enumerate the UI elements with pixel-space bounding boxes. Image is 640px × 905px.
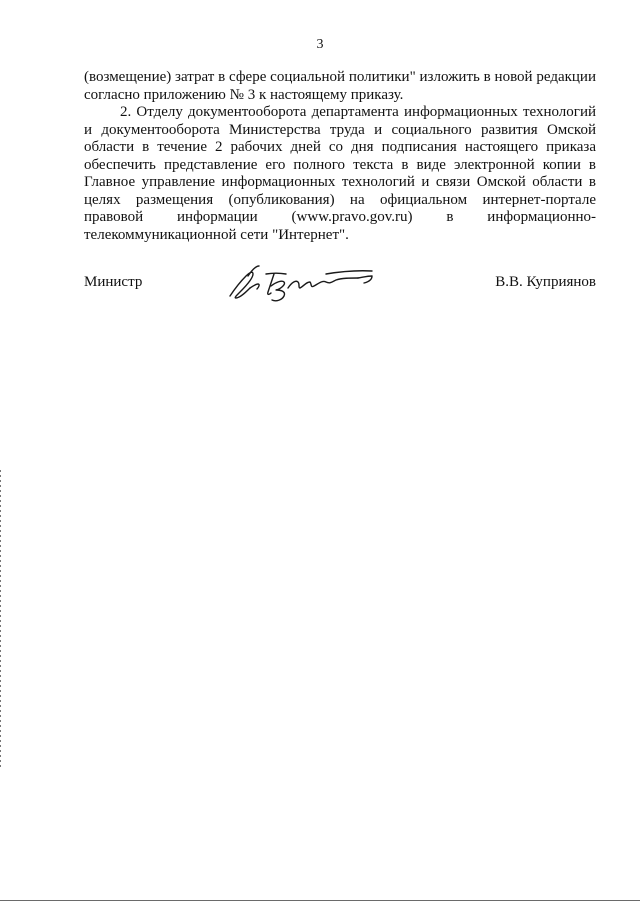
paragraph-item-2: 2. Отделу документооборота департамента информационных технологий и документооборота Министерства труда и социального развития Омской области в течение 2 рабочих дней со дня подписания настоящего приказа обеспечить представление его полного текста в виде электронной копии в Главное управление информационных технологий и связи Омской области в целях размещения (опубликования) на официальном интернет-портале правовой информации (www.pravo.gov.ru) в информационно-телекоммуникационной сети "Интернет". <box>84 104 596 243</box>
handwritten-signature-image <box>226 262 382 304</box>
scan-edge-left <box>0 470 1 770</box>
signature-block <box>84 262 596 312</box>
page-number: 3 <box>316 37 324 52</box>
scan-edge-bottom <box>0 900 640 901</box>
document-body <box>84 69 596 244</box>
signer-title: Министр <box>84 274 143 290</box>
paragraph-continuation: (возмещение) затрат в сфере социальной политики" изложить в новой редакции согласно приложению № 3 к настоящему приказу. <box>84 69 596 103</box>
signer-name: В.В. Куприянов <box>495 274 596 290</box>
